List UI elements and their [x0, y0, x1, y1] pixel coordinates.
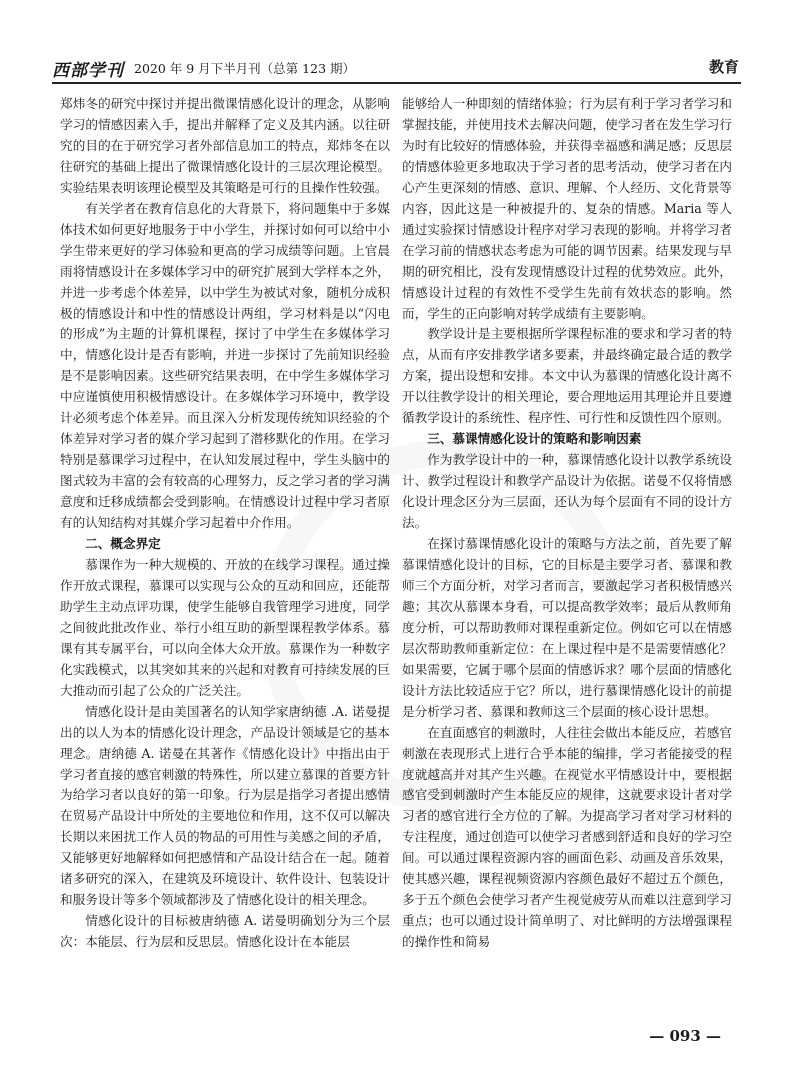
body-paragraph: 教学设计是主要根据所学课程标准的要求和学习者的特点，从而有序安排教学诸多要素，并最终确定最合适的教学方案，提出设想和安排。本文中认为慕课的情感化设计离不开以往教学设计的相关理论，要合理地运用其理论并且要遵循教学设计的系统性、程序性、可行性和反馈性四个原则。 — [402, 326, 732, 426]
body-paragraph: 慕课作为一种大规模的、开放的在线学习课程。通过操作开放式课程，慕课可以实现与公众的互动和回应，还能帮助学生主动点评功课，使学生能够自我管理学习进度，同学之间彼此批改作业、举行小组互助的新型课程教学体系。慕课有其专属平台，可以向全体大众开放。慕课作为一种数字化实践模式，以其突如其来的兴起和对教育可持续发展的巨大推动而引起了公众的广泛关注。 — [60, 556, 390, 698]
page-header — [52, 50, 741, 84]
section-label: 教育 — [708, 58, 739, 76]
body-paragraph: 能够给人一种即刻的情绪体验；行为层有利于学习者学习和掌握技能，并使用技术去解决问题，使学习者在发生学习行为时有比较好的情感体验，并获得幸福感和满足感；反思层的情感体验更多地取决于学习者的思考活动，使学习者在内心产生更深刻的情感、意识、理解、个人经历、文化背景等内容，因此这是一种被提升的、复杂的情感。Maria 等人通过实验探讨情感设计程序对学习表现的影响。并将学习者在学习前的情感状态考虑为可能的调节因素。结果发现与早期的研究相比，没有发现情感设计过程的优势效应。此外，情感设计过程的有效性不受学生先前有效状态的影响。然而，学生的正向影响对转学成绩有主要影响。 — [402, 96, 732, 321]
right-column — [402, 94, 732, 953]
section-heading: 二、概念界定 — [85, 536, 161, 552]
body-paragraph: 在直面感官的刺激时，人往往会做出本能反应，若感官刺激在表现形式上进行合乎本能的编排，学习者能接受的程度就越高并对其产生兴趣。在视觉水平情感设计中，要根据感官受到刺激时产生本能反应的规律，这就要求设计者对学习者的感官进行全方位的了解。为提高学习者对学习材料的专注程度，通过创造可以使学习者感到舒适和良好的学习空间。可以通过课程资源内容的画面色彩、动画及音乐效果，使其感兴趣，课程视频资源内容颜色最好不超过五个颜色，多于五个颜色会使学习者产生视觉疲劳从而难以注意到学习重点；也可以通过设计简单明了、对比鲜明的方法增强课程的操作性和简易 — [402, 724, 732, 950]
body-paragraph: 有关学者在教育信息化的大背景下，将问题集中于多媒体技术如何更好地服务于中小学生，并探讨如何可以给中小学生带来更好的学习体验和更高的学习成绩等问题。上官晨雨将情感设计在多媒体学习中的研究扩展到大学样本之外，并进一步考虑个体差异，以中学生为被试对象，随机分成积极的情感设计和中性的情感设计两组，学习材料是以“闪电的形成”为主题的计算机课程，探讨了中学生在多媒体学习中，情感化设计是否有影响，并进一步探讨了先前知识经验是不是影响因素。这些研究结果表明，在中学生多媒体学习中应谨慎使用积极情感设计。在多媒体学习环境中，教学设计必须考虑个体差异。而且深入分析发现传统知识经验的个体差异对学习者的媒介学习起到了潜移默化的作用。在学习特别是慕课学习过程中，在认知发展过程中，学生头脑中的图式较为丰富的会有较高的心理努力，反之学习者的学习满意度和迁移成绩都会受到影响。在情感设计过程中学习者原有的认知结构对其媒介学习起着中介作用。 — [60, 200, 390, 531]
page-number: — 093 — — [649, 1027, 721, 1045]
body-paragraph: 情感化设计的目标被唐纳德 A. 诺曼明确划分为三个层次：本能层、行为层和反思层。情感化设计在本能层 — [60, 913, 390, 950]
issue-info: 2020 年 9 月下半月刊（总第 123 期） — [134, 61, 355, 76]
body-paragraph: 在探讨慕课情感化设计的策略与方法之前，首先要了解慕课情感化设计的目标，它的目标是主要学习者、慕课和教师三个方面分析，对学习者而言，要激起学习者积极情感兴趣；其次从慕课本身看，可以提高教学效率；最后从教师角度分析，可以帮助教师对课程重新定位。例如它可以在情感层次帮助教师重新定位：在上课过程中是不是需要情感化？如果需要，它属于哪个层面的情感诉求？哪个层面的情感化设计方法比较适应于它？所以，进行慕课情感化设计的前提是分析学习者、慕课和教师这三个层面的核心设计思想。 — [402, 536, 732, 719]
body-paragraph: 作为教学设计中的一种，慕课情感化设计以教学系统设计、教学过程设计和教学产品设计为依据。诺曼不仅将情感化设计理念区分为三层面，还认为每个层面有不同的设计方法。 — [402, 452, 732, 531]
left-column — [60, 94, 390, 953]
section-heading: 三、慕课情感化设计的策略和影响因素 — [427, 431, 642, 447]
body-paragraph: 郑炜冬的研究中探讨并提出微课情感化设计的理念，从影响学习的情感因素入手，提出并解释了定义及其内涵。以往研究的目的在于研究学习者外部信息加工的特点，郑炜冬在以往研究的基础上提出了微课情感化设计的三层次理论模型。实验结果表明该理论模型及其策略是可行的且操作性较强。 — [60, 96, 390, 195]
journal-logo: 西部学刊 — [52, 61, 124, 81]
body-paragraph: 情感化设计是由美国著名的认知学家唐纳德 .A. 诺曼提出的以人为本的情感化设计理念，产品设计领域是它的基本理念。唐纳德 A. 诺曼在其著作《情感化设计》中指出由于学习者直接的感官刺激的特殊性，所以建立慕课的首要方针为给学习者以良好的第一印象。行为层是指学习者提出感情在贸易产品设计中所处的主要地位和作用，这不仅可以解决长期以来困扰工作人员的物品的可用性与美感之间的矛盾，又能够更好地解释如何把感情和产品设计结合在一起。随着诸多研究的深入，在建筑及环境设计、软件设计、包装设计和服务设计等多个领域都涉及了情感化设计的相关理念。 — [60, 703, 390, 908]
